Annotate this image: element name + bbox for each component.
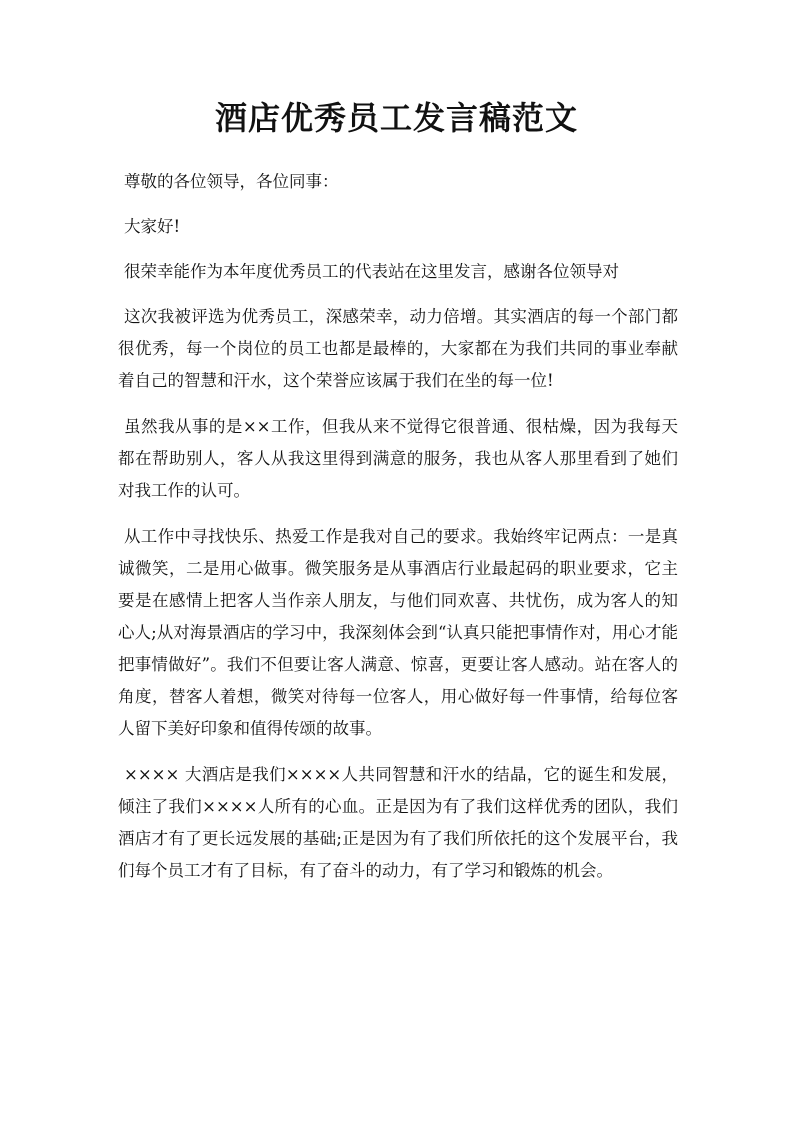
document-title: 酒店优秀员工发言稿范文: [214, 99, 578, 137]
honor-paragraph: 这次我被评选为优秀员工，深感荣幸，动力倍增。其实酒店的每一个部门都很优秀，每一个岗位的员工也都是最棒的，大家都在为我们共同的事业奉献着自己的智慧和汗水，这个荣誉应该属于我们在坐的每一位!: [118, 307, 678, 390]
hotel-paragraph: ×××× 大酒店是我们××××人共同智慧和汗水的结晶，它的诞生和发展，倾注了我们××××人所有的心血。正是因为有了我们这样优秀的团队，我们酒店才有了更长远发展的基础;正是因为有了我们所依托的这个发展平台，我们每个员工才有了目标，有了奋斗的动力，有了学习和锻炼的机会。: [118, 765, 678, 880]
greeting-paragraph: 大家好!: [124, 217, 181, 236]
work-paragraph: 虽然我从事的是××工作，但我从来不觉得它很普通、很枯燥，因为我每天都在帮助别人，客人从我这里得到满意的服务，我也从客人那里看到了她们对我工作的认可。: [118, 417, 678, 500]
document-body: [118, 166, 678, 901]
salutation-paragraph: 尊敬的各位领导，各位同事：: [124, 172, 339, 191]
service-paragraph: 从工作中寻找快乐、热爱工作是我对自己的要求。我始终牢记两点：一是真诚微笑，二是用心做事。微笑服务是从事酒店行业最起码的职业要求，它主要是在感情上把客人当作亲人朋友，与他们同欢喜、共忧伤，成为客人的知心人;从对海景酒店的学习中，我深刻体会到“认真只能把事情作对，用心才能把事情做好”。我们不但要让客人满意、惊喜，更要让客人感动。站在客人的角度，替客人着想，微笑对待每一位客人，用心做好每一件事情，给每位客人留下美好印象和值得传颂的故事。: [118, 527, 678, 738]
thanks-paragraph: 很荣幸能作为本年度优秀员工的代表站在这里发言，感谢各位领导对: [124, 262, 619, 281]
